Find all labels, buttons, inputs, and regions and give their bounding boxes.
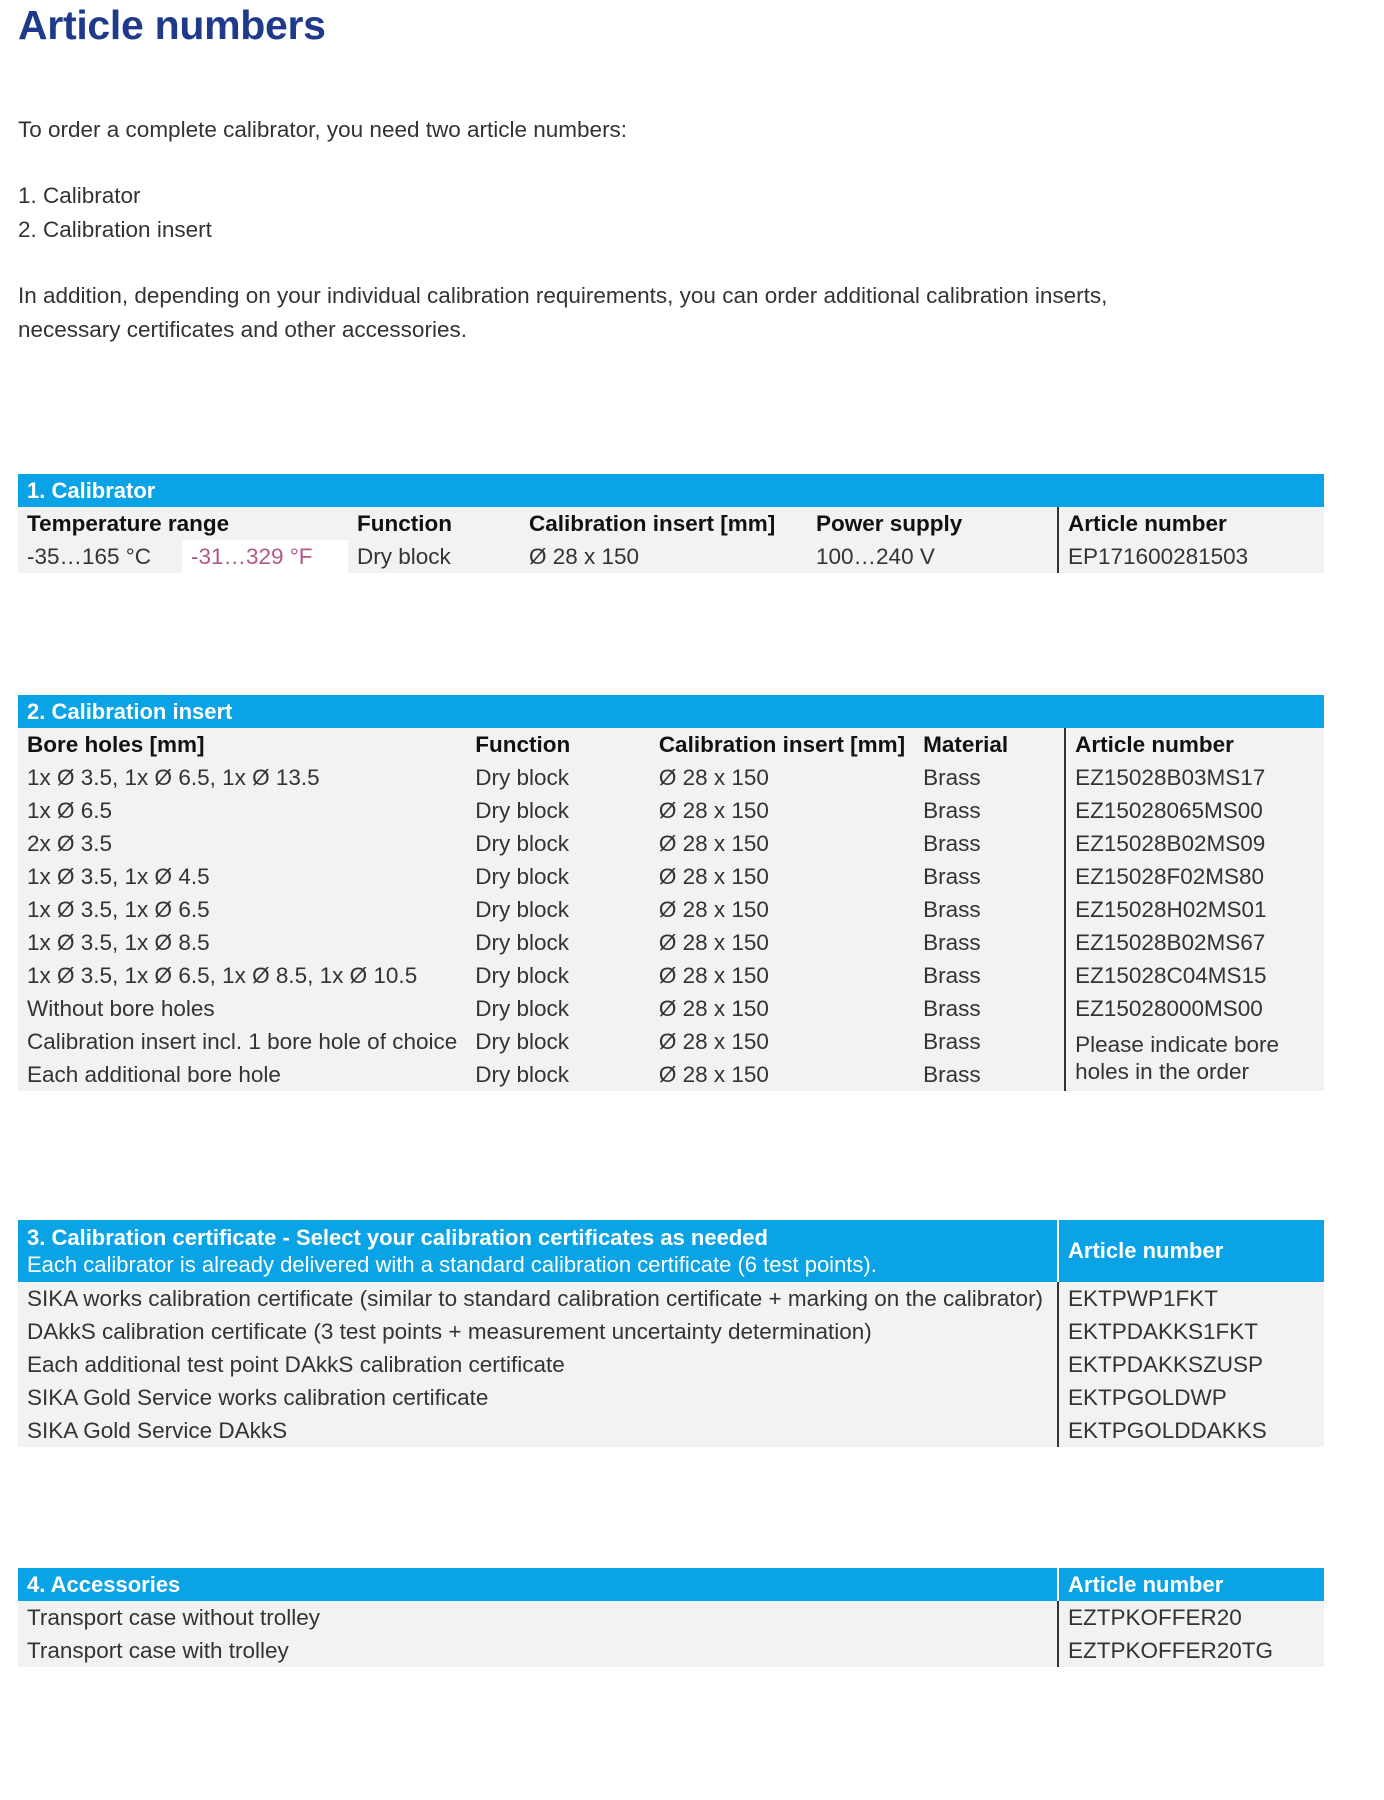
- material-cell: Brass: [914, 761, 1065, 794]
- function-cell: Dry block: [466, 1058, 650, 1091]
- col-article-number: Article number: [1058, 507, 1324, 540]
- article-number-cell: EZ15028F02MS80: [1065, 860, 1324, 893]
- certificate-name-cell: SIKA works calibration certificate (similar to standard calibration certificate + marking on the calibrator): [18, 1282, 1058, 1315]
- insert-cell: Ø 28 x 150: [650, 827, 914, 860]
- insert-cell: Ø 28 x 150: [650, 761, 914, 794]
- col-article-number: Article number: [1058, 1220, 1324, 1282]
- calibrator-heading-row: [18, 474, 1324, 507]
- material-cell: Brass: [914, 860, 1065, 893]
- article-number-cell: EKTPGOLDWP: [1058, 1381, 1324, 1414]
- insert-cell: Ø 28 x 150: [650, 959, 914, 992]
- table-row: [18, 1348, 1324, 1381]
- article-number-cell: EKTPGOLDDAKKS: [1058, 1414, 1324, 1447]
- accessory-name-cell: Transport case with trolley: [18, 1634, 1058, 1667]
- material-cell: Brass: [914, 1058, 1065, 1091]
- calibrator-table: [18, 474, 1324, 573]
- bore-cell: Each additional bore hole: [18, 1058, 466, 1091]
- function-cell: Dry block: [466, 992, 650, 1025]
- function-cell: Dry block: [466, 761, 650, 794]
- accessories-table: [18, 1568, 1324, 1667]
- insert-cell: Ø 28 x 150: [650, 1025, 914, 1058]
- insert-cell: Ø 28 x 150: [650, 794, 914, 827]
- col-temperature-range: Temperature range: [18, 507, 348, 540]
- table-row: [18, 893, 1324, 926]
- accessory-name-cell: Transport case without trolley: [18, 1601, 1058, 1634]
- insert-column-headers: [18, 728, 1324, 761]
- table-row: [18, 794, 1324, 827]
- table-row: [18, 926, 1324, 959]
- bore-cell: Without bore holes: [18, 992, 466, 1025]
- article-number-cell: EZ15028000MS00: [1065, 992, 1324, 1025]
- certificate-name-cell: Each additional test point DAkkS calibration certificate: [18, 1348, 1058, 1381]
- bore-cell: Calibration insert incl. 1 bore hole of choice: [18, 1025, 466, 1058]
- table-row: [18, 1315, 1324, 1348]
- col-function: Function: [348, 507, 520, 540]
- intro-item-calibrator: 1. Calibrator: [18, 183, 141, 208]
- table-row: [18, 1025, 1324, 1058]
- col-function: Function: [466, 728, 650, 761]
- calibration-certificate-table: [18, 1220, 1324, 1447]
- bore-cell: 1x Ø 3.5, 1x Ø 8.5: [18, 926, 466, 959]
- material-cell: Brass: [914, 893, 1065, 926]
- bore-cell: 1x Ø 3.5, 1x Ø 6.5: [18, 893, 466, 926]
- certificate-subheading: Each calibrator is already delivered with a standard calibration certificate (6 test points).: [27, 1252, 877, 1277]
- table-row: [18, 1381, 1324, 1414]
- table-row: [18, 540, 1324, 573]
- article-number-cell: EZTPKOFFER20: [1058, 1601, 1324, 1634]
- article-number-cell: EKTPDAKKSZUSP: [1058, 1348, 1324, 1381]
- function-cell: Dry block: [466, 926, 650, 959]
- function-cell: Dry block: [348, 540, 520, 573]
- insert-cell: Ø 28 x 150: [650, 893, 914, 926]
- calibration-insert-table: [18, 695, 1324, 1091]
- calibrator-heading: 1. Calibrator: [18, 474, 1324, 507]
- function-cell: Dry block: [466, 1025, 650, 1058]
- intro-text: [18, 113, 1107, 347]
- bore-hole-order-note: Please indicate bore holes in the order: [1065, 1025, 1324, 1091]
- table-row: [18, 827, 1324, 860]
- col-calibration-insert: Calibration insert [mm]: [520, 507, 807, 540]
- accessories-heading-row: [18, 1568, 1324, 1601]
- intro-addition-line-1: In addition, depending on your individual calibration requirements, you can order additional calibration inserts,: [18, 283, 1108, 308]
- table-row: [18, 959, 1324, 992]
- page-title: Article numbers: [18, 2, 326, 48]
- material-cell: Brass: [914, 1025, 1065, 1058]
- function-cell: Dry block: [466, 893, 650, 926]
- intro-addition-line-2: necessary certificates and other accessories.: [18, 317, 467, 342]
- article-number-cell: EZ15028065MS00: [1065, 794, 1324, 827]
- col-article-number: Article number: [1065, 728, 1324, 761]
- article-number-cell: EP171600281503: [1058, 540, 1324, 573]
- certificate-name-cell: SIKA Gold Service DAkkS: [18, 1414, 1058, 1447]
- material-cell: Brass: [914, 794, 1065, 827]
- accessories-heading: 4. Accessories: [18, 1568, 1058, 1601]
- article-number-cell: EKTPDAKKS1FKT: [1058, 1315, 1324, 1348]
- power-cell: 100…240 V: [807, 540, 1058, 573]
- calibrator-column-headers: [18, 507, 1324, 540]
- article-number-cell: EZ15028B03MS17: [1065, 761, 1324, 794]
- table-row: [18, 1282, 1324, 1315]
- table-row: [18, 761, 1324, 794]
- col-calibration-insert: Calibration insert [mm]: [650, 728, 914, 761]
- function-cell: Dry block: [466, 959, 650, 992]
- certificate-heading-cell: [18, 1220, 1058, 1282]
- intro-lead: To order a complete calibrator, you need two article numbers:: [18, 117, 628, 142]
- material-cell: Brass: [914, 959, 1065, 992]
- insert-cell: Ø 28 x 150: [650, 1058, 914, 1091]
- col-bore-holes: Bore holes [mm]: [18, 728, 466, 761]
- insert-heading-row: [18, 695, 1324, 728]
- material-cell: Brass: [914, 926, 1065, 959]
- article-number-cell: EZ15028C04MS15: [1065, 959, 1324, 992]
- insert-cell: Ø 28 x 150: [650, 926, 914, 959]
- material-cell: Brass: [914, 827, 1065, 860]
- table-row: [18, 992, 1324, 1025]
- function-cell: Dry block: [466, 827, 650, 860]
- certificate-name-cell: SIKA Gold Service works calibration certificate: [18, 1381, 1058, 1414]
- article-number-cell: EZ15028B02MS67: [1065, 926, 1324, 959]
- article-number-cell: EZ15028H02MS01: [1065, 893, 1324, 926]
- intro-item-insert: 2. Calibration insert: [18, 217, 212, 242]
- table-row: [18, 1601, 1324, 1634]
- bore-cell: 1x Ø 3.5, 1x Ø 4.5: [18, 860, 466, 893]
- table-row: [18, 860, 1324, 893]
- material-cell: Brass: [914, 992, 1065, 1025]
- col-material: Material: [914, 728, 1065, 761]
- certificate-heading: 3. Calibration certificate - Select your calibration certificates as needed: [27, 1225, 768, 1250]
- certificate-heading-row: [18, 1220, 1324, 1282]
- temp-celsius: -35…165 °C: [18, 540, 182, 573]
- bore-cell: 1x Ø 3.5, 1x Ø 6.5, 1x Ø 8.5, 1x Ø 10.5: [18, 959, 466, 992]
- insert-cell: Ø 28 x 150: [650, 860, 914, 893]
- function-cell: Dry block: [466, 860, 650, 893]
- insert-cell: Ø 28 x 150: [520, 540, 807, 573]
- table-row: [18, 1634, 1324, 1667]
- function-cell: Dry block: [466, 794, 650, 827]
- bore-cell: 2x Ø 3.5: [18, 827, 466, 860]
- temp-fahrenheit: -31…329 °F: [182, 540, 348, 573]
- table-row: [18, 1414, 1324, 1447]
- insert-cell: Ø 28 x 150: [650, 992, 914, 1025]
- bore-cell: 1x Ø 3.5, 1x Ø 6.5, 1x Ø 13.5: [18, 761, 466, 794]
- article-number-cell: EZTPKOFFER20TG: [1058, 1634, 1324, 1667]
- insert-heading: 2. Calibration insert: [18, 695, 1324, 728]
- bore-cell: 1x Ø 6.5: [18, 794, 466, 827]
- article-number-cell: EZ15028B02MS09: [1065, 827, 1324, 860]
- certificate-name-cell: DAkkS calibration certificate (3 test points + measurement uncertainty determination): [18, 1315, 1058, 1348]
- col-article-number: Article number: [1058, 1568, 1324, 1601]
- article-number-cell: EKTPWP1FKT: [1058, 1282, 1324, 1315]
- col-power-supply: Power supply: [807, 507, 1058, 540]
